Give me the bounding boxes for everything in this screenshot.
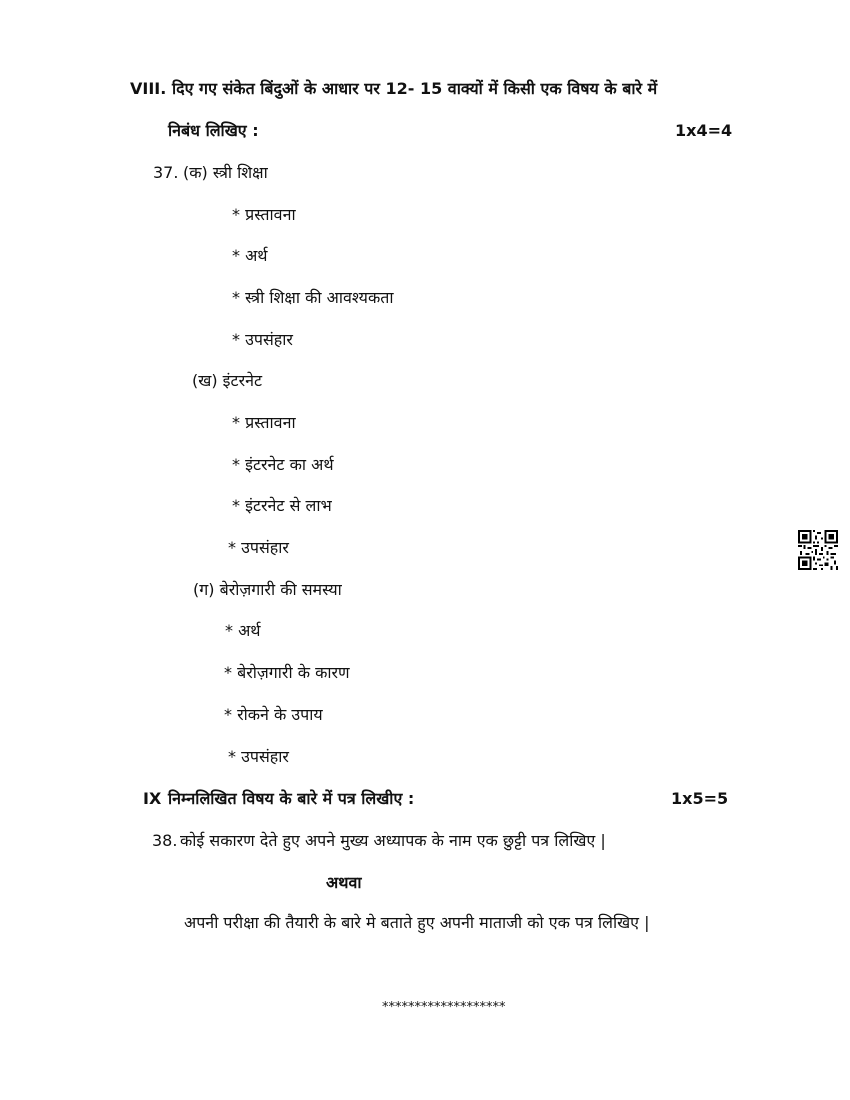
topic-b-point: * उपसंहार <box>228 538 289 557</box>
topic-a-label: (क) स्त्री शिक्षा <box>183 163 268 182</box>
section-number-ix: IX <box>143 789 162 808</box>
topic-a-point: * स्त्री शिक्षा की आवश्यकता <box>232 288 394 307</box>
topic-b-point: * इंटरनेट का अर्थ <box>232 455 334 474</box>
question-38-text: कोई सकारण देते हुए अपने मुख्य अध्यापक के नाम एक छुट्टी पत्र लिखिए | <box>180 831 606 850</box>
question-38-alternative: अपनी परीक्षा की तैयारी के बारे मे बताते हुए अपनी माताजी को एक पत्र लिखिए | <box>184 913 650 932</box>
topic-c-point: * उपसंहार <box>228 747 289 766</box>
or-separator: अथवा <box>326 873 362 892</box>
topic-b-point: * प्रस्तावना <box>232 413 296 432</box>
topic-b-point: * इंटरनेट से लाभ <box>232 496 332 515</box>
section-ix-marks: 1x5=5 <box>671 789 729 808</box>
question-38-number: 38. <box>152 831 178 850</box>
topic-c-point: * रोकने के उपाय <box>224 705 323 724</box>
topic-b-label: (ख) इंटरनेट <box>192 371 263 390</box>
section-viii-marks: 1x4=4 <box>675 121 733 140</box>
qr-code-icon <box>798 530 838 570</box>
section-viii-instruction: दिए गए संकेत बिंदुओं के आधार पर 12- 15 वाक्यों में किसी एक विषय के बारे में <box>172 79 658 98</box>
section-viii-instruction-cont: निबंध लिखिए : <box>168 121 259 140</box>
topic-c-point: * बेरोज़गारी के कारण <box>224 663 350 682</box>
end-of-paper-marker: ******************* <box>382 1000 506 1015</box>
section-ix-instruction: निम्नलिखित विषय के बारे में पत्र लिखीए : <box>168 789 415 808</box>
topic-c-point: * अर्थ <box>225 621 261 640</box>
question-37-number: 37. <box>153 163 179 182</box>
section-number-viii: VIII. <box>130 79 167 98</box>
topic-c-label: (ग) बेरोज़गारी की समस्या <box>193 580 342 599</box>
topic-a-point: * उपसंहार <box>232 330 293 349</box>
topic-a-point: * प्रस्तावना <box>232 205 296 224</box>
topic-a-point: * अर्थ <box>232 246 268 265</box>
